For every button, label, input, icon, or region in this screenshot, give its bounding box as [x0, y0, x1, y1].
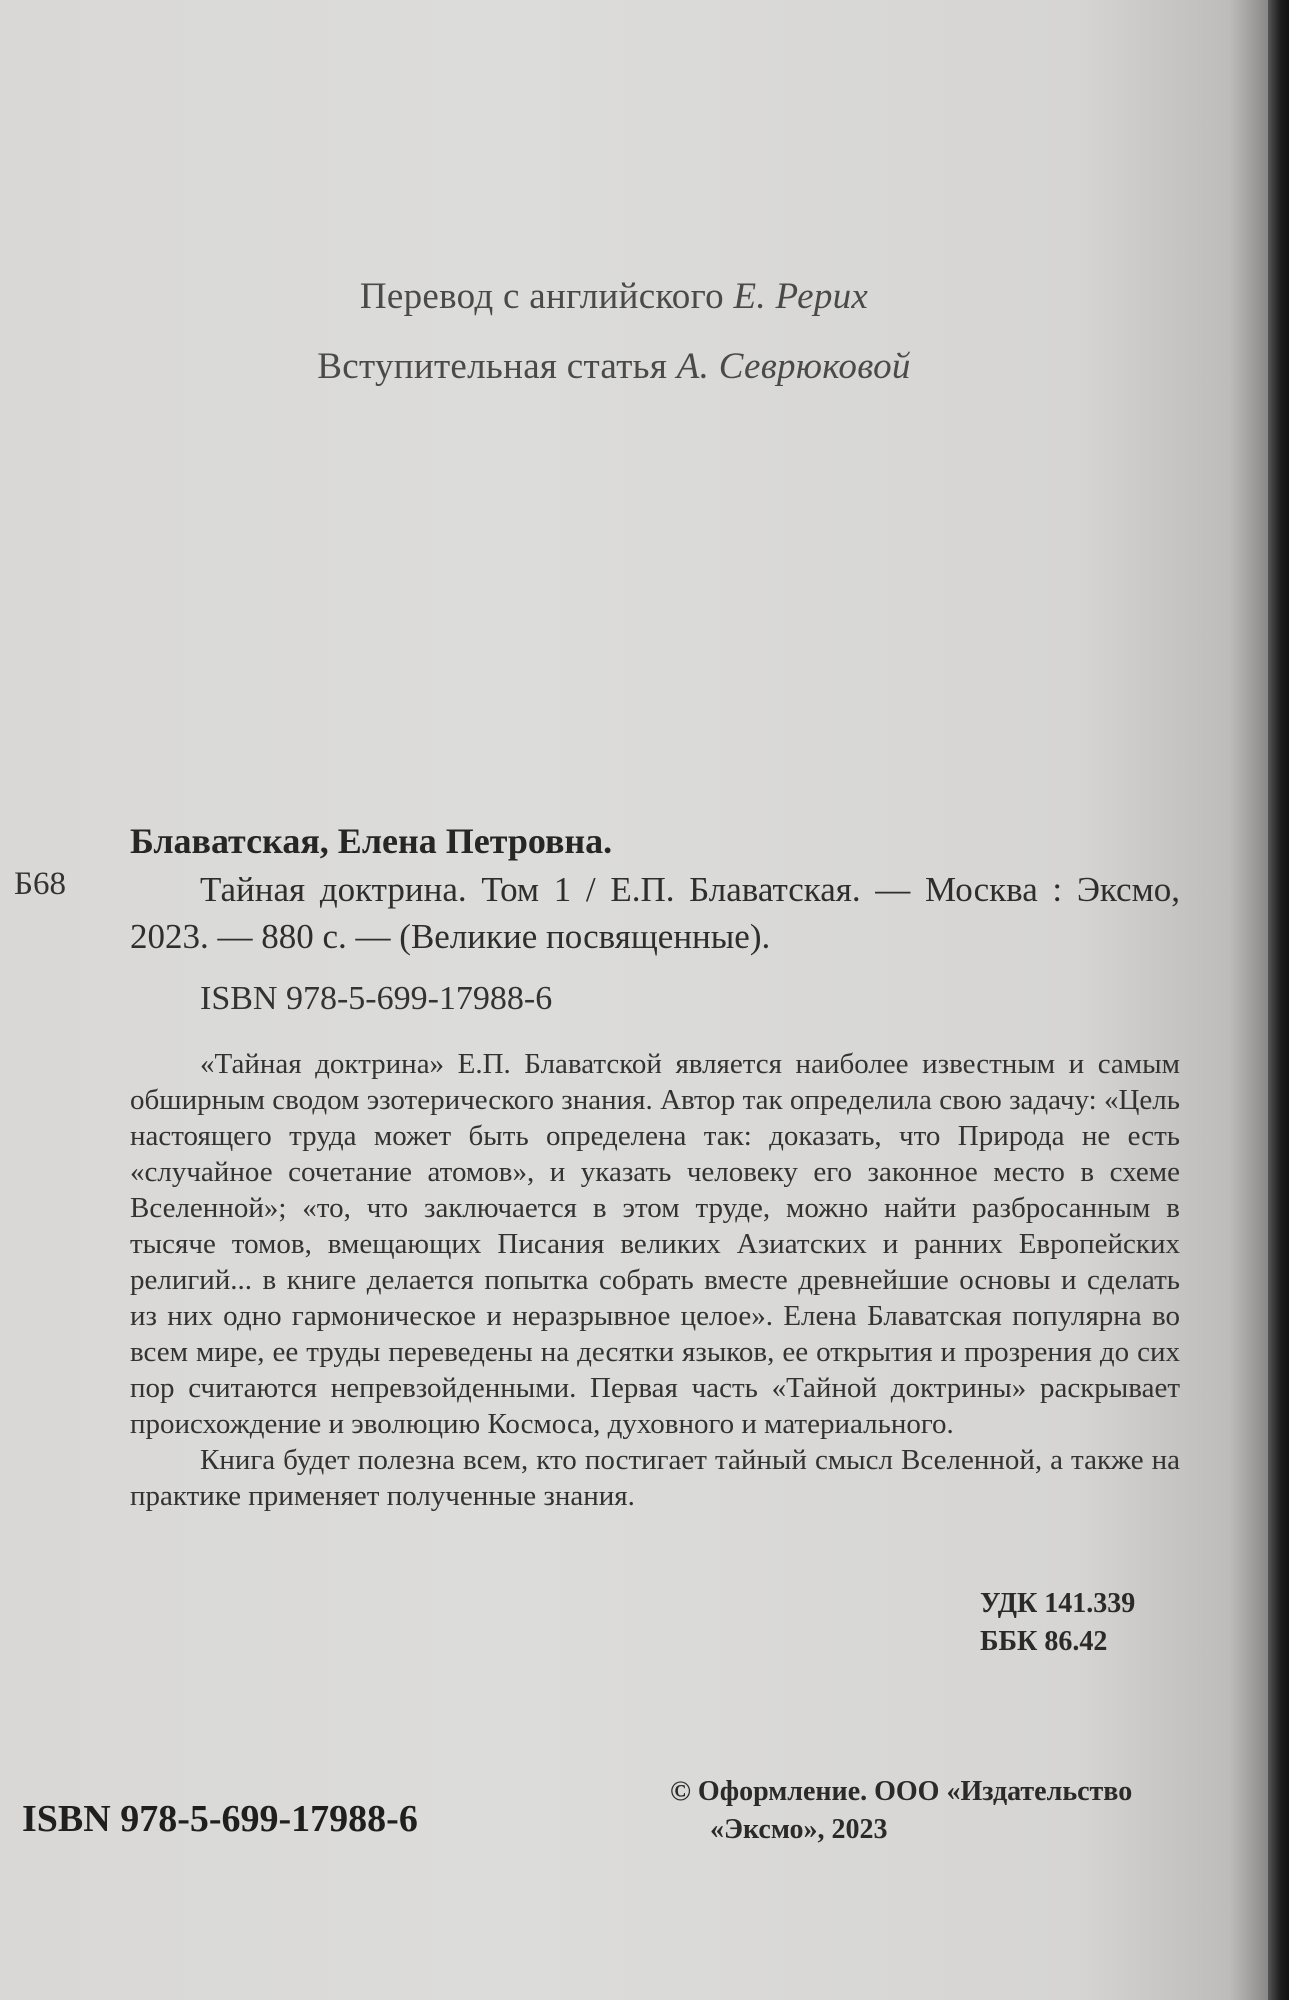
intro-prefix: Вступительная статья: [317, 346, 668, 387]
translation-prefix: Перевод с английского: [359, 276, 724, 317]
copyright-line-1: © Оформление. ООО «Издательство: [670, 1776, 1133, 1807]
translator-name: Е. Рерих: [733, 276, 869, 317]
annotation-paragraph-1: «Тайная доктрина» Е.П. Блаватской является наиболее известным и самым обширным сводом эзотерического знания. Автор так определила свою задачу: «Цель настоящего труда может быть определена так: доказать, что Природа не есть «случайное сочетание атомов», и указать человеку его законное место в схеме Вселенной»; «то, что заключается в этом труде, можно найти разбросанным в тысяче томов, вмещающих Писания великих Азиатских и ранних Европейских религий... в книге делается попытка собрать вместе древнейшие основы и сделать из них одно гармоническое и неразрывное целое». Елена Блаватская популярна во всем мире, ее труды переведены на десятки языков, ее открытия и прозрения до сих пор считаются непревзойденными. Первая часть «Тайной доктрины» раскрывает происхождение и эволюцию Космоса, духовного и материального.: [130, 1048, 1180, 1440]
translation-credit: [0, 275, 1248, 318]
bbk-code: ББК 86.42: [980, 1626, 1108, 1657]
footer-isbn: ISBN 978-5-699-17988-6: [22, 1798, 418, 1840]
annotation: [130, 1046, 1180, 1514]
book-spine-edge: [1268, 0, 1289, 2000]
author-heading: Блаватская, Елена Петровна.: [130, 821, 613, 861]
catalog-isbn: ISBN 978-5-699-17988-6: [200, 980, 553, 1017]
copyright-line-2: «Эксмо», 2023: [710, 1814, 888, 1845]
classification-codes: [980, 1585, 1135, 1661]
intro-credit: [0, 345, 1248, 388]
author-code: Б68: [14, 866, 66, 902]
bibliographic-entry: Тайная доктрина. Том 1 / Е.П. Блаватская. — Москва : Эксмо, 2023. — 880 с. — (Великие посвященные).: [130, 870, 1180, 956]
copyright-notice: [670, 1773, 1190, 1849]
annotation-paragraph-2: Книга будет полезна всем, кто постигает тайный смысл Вселенной, а также на практике применяет полученные знания.: [130, 1444, 1180, 1512]
intro-author-name: А. Севрюковой: [676, 346, 911, 387]
udk-code: УДК 141.339: [980, 1588, 1136, 1619]
